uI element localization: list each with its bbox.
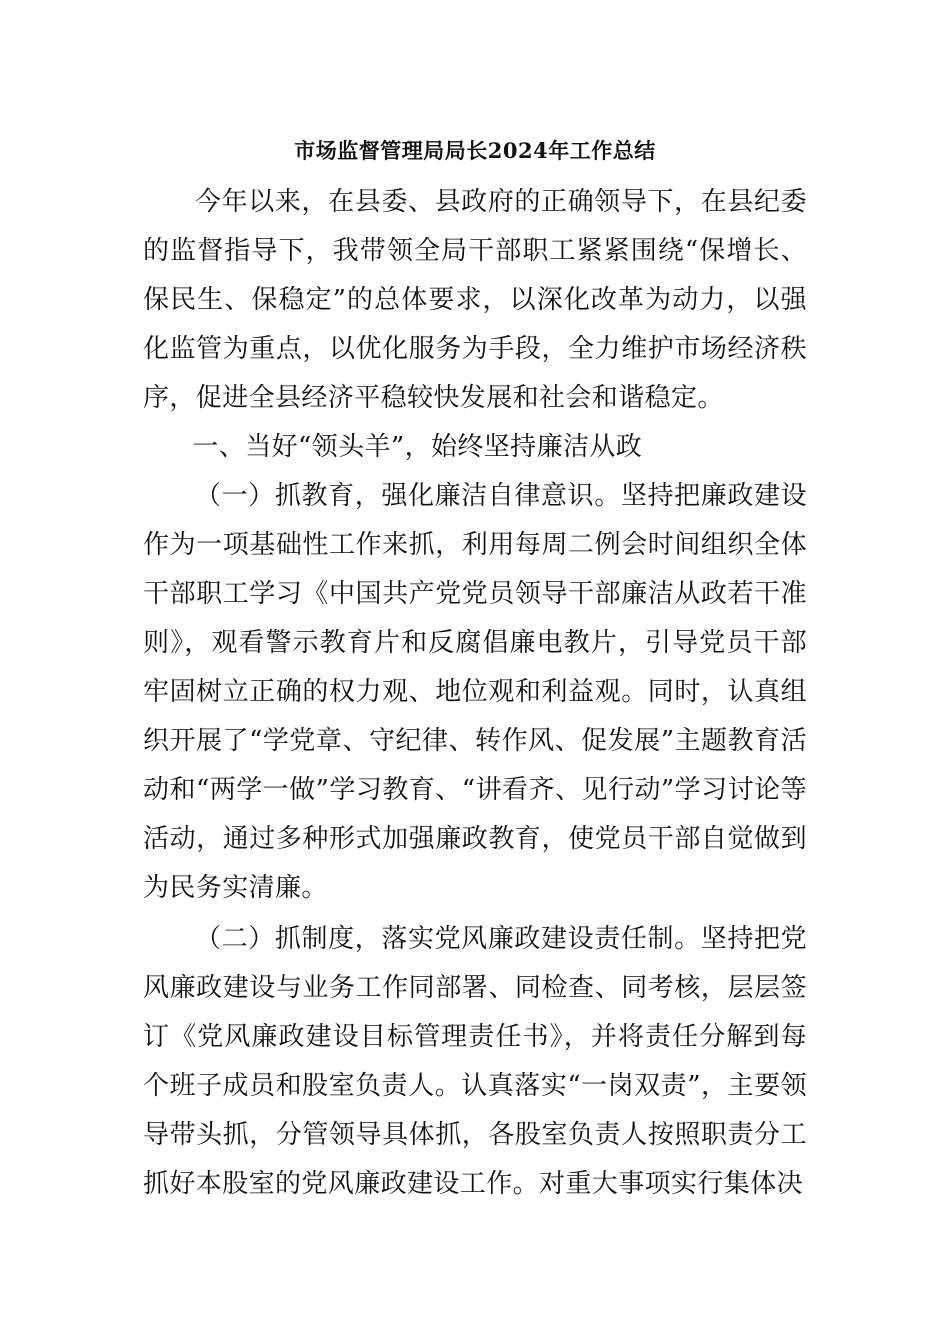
document-title: 市场监督管理局局长2024年工作总结 <box>294 138 656 163</box>
paragraph-system: （二）抓制度，落实党风廉政建设责任制。坚持把党风廉政建设与业务工作同部署、同检查、同考核，层层签订《党风廉政建设目标管理责任书》，并将责任分解到每个班子成员和股室负责人。认真落实“一岗双责”，主要领导带头抓，分管领导具体抓，各股室负责人按照职责分工抓好本股室的党风廉政建设工作。对重大事项实行集体决 <box>143 924 807 1199</box>
section-heading-1: 一、当好“领头羊”，始终坚持廉洁从政 <box>192 432 643 462</box>
paragraph-education: （一）抓教育，强化廉洁自律意识。坚持把廉政建设作为一项基础性工作来抓，利用每周二例会时间组织全体干部职工学习《中国共产党党员领导干部廉洁从政若干准则》，观看警示教育片和反腐倡廉电教片，引导党员干部牢固树立正确的权力观、地位观和利益观。同时，认真组织开展了“学党章、守纪律、转作风、促发展”主题教育活动和“两学一做”学习教育、“讲看齐、见行动”学习讨论等活动，通过多种形式加强廉政教育，使党员干部自觉做到为民务实清廉。 <box>143 481 807 903</box>
document-body <box>143 178 807 1209</box>
paragraph-intro: 今年以来，在县委、县政府的正确领导下，在县纪委的监督指导下，我带领全局干部职工紧紧围绕“保增长、保民生、保稳定”的总体要求，以深化改革为动力，以强化监管为重点，以优化服务为手段，全力维护市场经济秩序，促进全县经济平稳较快发展和社会和谐稳定。 <box>143 187 807 413</box>
